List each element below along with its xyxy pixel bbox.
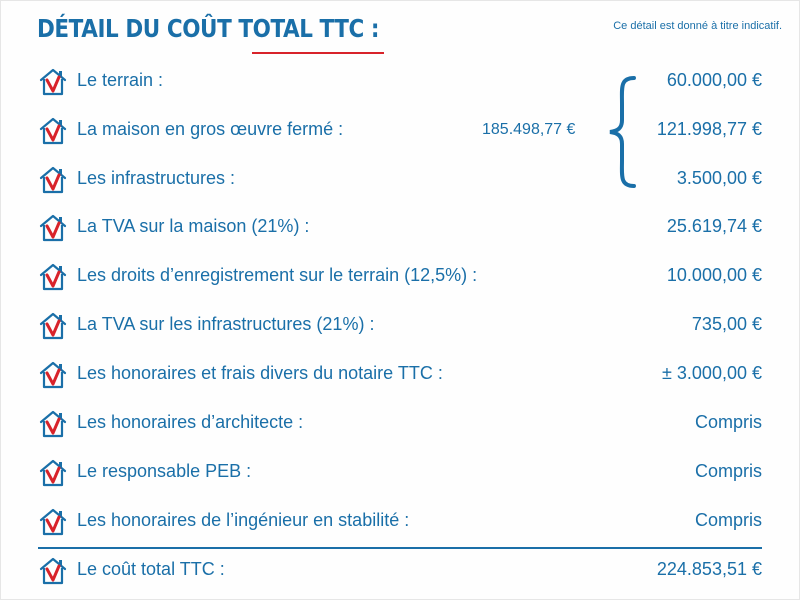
cost-label: Les honoraires d’architecte : [77, 412, 304, 432]
cost-label: Les honoraires et frais divers du notaire TTC : [77, 363, 443, 383]
cost-row-peb [0, 458, 800, 488]
title-part-3: : [363, 14, 380, 43]
cost-label: La TVA sur la maison (21%) : [77, 216, 310, 236]
cost-row-ingenieur [0, 507, 800, 537]
total-divider [38, 547, 762, 549]
page-title [37, 14, 379, 43]
house-check-icon [38, 556, 68, 586]
total-value: 224.853,51 € [656, 559, 762, 579]
cost-row-terrain [0, 67, 800, 97]
cost-label: Le responsable PEB : [77, 461, 252, 481]
cost-row-tva-infrastructures [0, 311, 800, 341]
cost-value: Compris [694, 412, 762, 432]
title-part-1: DÉTAIL DU COÛT [37, 14, 239, 43]
cost-value: 121.998,77 € [656, 119, 762, 139]
cost-row-notaire [0, 360, 800, 390]
cost-label: Le terrain : [77, 70, 164, 90]
cost-value: Compris [694, 510, 762, 530]
house-check-icon [38, 311, 68, 341]
indicative-note: Ce détail est donné à titre indicatif. [613, 20, 782, 32]
total-label: Le coût total TTC : [77, 559, 225, 579]
cost-row-maison [0, 116, 800, 146]
cost-value: 3.500,00 € [676, 168, 762, 188]
cost-label: Les infrastructures : [77, 168, 236, 188]
house-check-icon [38, 409, 68, 439]
title-underline [252, 52, 384, 54]
cost-row-droits [0, 262, 800, 292]
cost-label: Les droits d’enregistrement sur le terrain (12,5%) : [77, 265, 478, 285]
cost-value: 25.619,74 € [666, 216, 762, 236]
house-check-icon [38, 507, 68, 537]
cost-row-tva-maison [0, 213, 800, 243]
cost-value: 60.000,00 € [666, 70, 762, 90]
cost-value: 735,00 € [691, 314, 762, 334]
house-check-icon [38, 67, 68, 97]
house-check-icon [38, 165, 68, 195]
curly-brace-icon [600, 74, 644, 190]
cost-label: Les honoraires de l’ingénieur en stabilité : [77, 510, 410, 530]
cost-label: La TVA sur les infrastructures (21%) : [77, 314, 375, 334]
cost-row-architecte [0, 409, 800, 439]
title-part-2: TOTAL TTC [238, 14, 364, 43]
cost-row-total [0, 556, 800, 586]
house-check-icon [38, 116, 68, 146]
subtotal-value: 185.498,77 € [482, 121, 576, 138]
cost-row-infrastructures [0, 165, 800, 195]
house-check-icon [38, 262, 68, 292]
house-check-icon [38, 360, 68, 390]
house-check-icon [38, 458, 68, 488]
cost-value: Compris [694, 461, 762, 481]
house-check-icon [38, 213, 68, 243]
cost-value: ± 3.000,00 € [662, 363, 762, 383]
cost-label: La maison en gros œuvre fermé : [77, 119, 344, 139]
cost-value: 10.000,00 € [666, 265, 762, 285]
